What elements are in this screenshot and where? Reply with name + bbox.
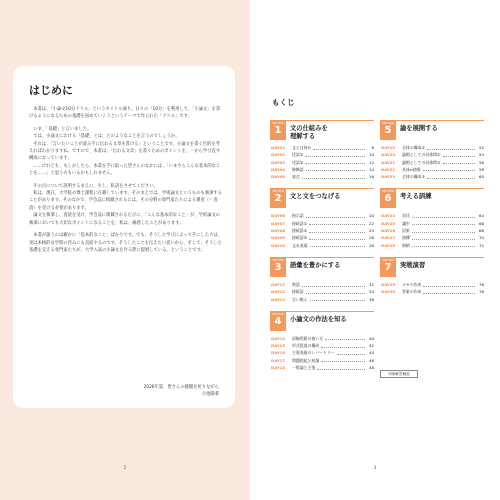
toc-row[interactable] bbox=[270, 173, 374, 180]
toc-row[interactable] bbox=[380, 166, 484, 173]
leader-dots bbox=[309, 239, 365, 240]
lesson-title: 修飾語 bbox=[292, 166, 304, 172]
section-number: 3 bbox=[274, 261, 282, 273]
toc-row[interactable] bbox=[270, 335, 374, 342]
leader-dots bbox=[412, 224, 475, 225]
section-number: 2 bbox=[274, 193, 282, 205]
page-number: 76 bbox=[479, 281, 484, 287]
intro-title: はじめに bbox=[29, 84, 73, 97]
day-label: DAY12 bbox=[271, 289, 286, 295]
leader-dots bbox=[306, 293, 365, 294]
page-number: 40 bbox=[369, 335, 374, 341]
toc-row[interactable] bbox=[380, 173, 484, 180]
page-number: 48 bbox=[369, 365, 374, 371]
toc-row[interactable] bbox=[270, 357, 374, 364]
day-label: DAY01 bbox=[271, 145, 286, 150]
section-title-line: 理解する bbox=[290, 132, 316, 140]
day-label: DAY13 bbox=[271, 296, 286, 302]
leader-dots bbox=[302, 286, 365, 287]
section-badge bbox=[380, 120, 396, 140]
section-header bbox=[270, 257, 374, 281]
toc-row[interactable] bbox=[380, 220, 484, 227]
section-title bbox=[400, 262, 425, 270]
toc-section bbox=[270, 311, 374, 371]
lesson-title: 熟語 bbox=[292, 281, 300, 287]
right-page bbox=[250, 0, 500, 500]
intro-paragraph: その点について説明するまえに、少し、私語をさせてください。 bbox=[33, 183, 158, 189]
day-label: DAY07 bbox=[271, 220, 286, 226]
page-number: 12 bbox=[369, 159, 374, 165]
page-number: 56 bbox=[479, 159, 484, 165]
right-page-number: 3 bbox=[373, 465, 377, 470]
leader-dots bbox=[321, 347, 365, 348]
day-label: DAY19 bbox=[381, 145, 396, 150]
lesson-title: 答案の作成 bbox=[402, 289, 422, 295]
page-number: 60 bbox=[479, 174, 484, 180]
day-label: DAY06 bbox=[271, 213, 286, 219]
lesson-title: 全体の構成② bbox=[402, 174, 425, 180]
day-label: DAY26 bbox=[381, 228, 396, 234]
leader-dots bbox=[325, 339, 365, 340]
leader-dots bbox=[423, 286, 475, 287]
page-number: 26 bbox=[369, 235, 374, 241]
section-number: 4 bbox=[274, 315, 282, 327]
leader-dots bbox=[443, 163, 475, 164]
section-title bbox=[290, 193, 340, 201]
section-header bbox=[380, 188, 484, 212]
toc-section bbox=[270, 257, 374, 303]
lesson-title: 対比 bbox=[402, 213, 410, 219]
toc-row[interactable] bbox=[270, 296, 374, 303]
page-number: 54 bbox=[479, 152, 484, 158]
day-label: DAY14 bbox=[271, 335, 286, 341]
toc-row[interactable] bbox=[380, 242, 484, 249]
page-number: 32 bbox=[369, 281, 374, 287]
leader-dots bbox=[412, 239, 475, 240]
section-header bbox=[270, 311, 374, 335]
toc-row[interactable] bbox=[270, 151, 374, 158]
section-badge-label: SECTION bbox=[272, 312, 284, 316]
toc-title: もくじ bbox=[272, 98, 295, 107]
page-number: 70 bbox=[479, 235, 484, 241]
toc-row[interactable] bbox=[270, 166, 374, 173]
section-header bbox=[270, 188, 374, 212]
intro-paragraph: それは、「言いたいことが読み手に伝わる文章を書ける」ということです。小論文を書く目的を考えればわかりますね。ですので、本書は、「伝わる文章」を書くためのポイントを、一から学び直す構成になっています。 bbox=[29, 141, 221, 162]
toc-row[interactable] bbox=[270, 281, 374, 288]
toc-row[interactable] bbox=[270, 227, 374, 234]
day-label: DAY28 bbox=[381, 242, 396, 248]
section-title-line: 小論文の作法を知る bbox=[290, 315, 347, 323]
page-number: 16 bbox=[369, 174, 374, 180]
toc-row[interactable] bbox=[270, 212, 374, 219]
lesson-title: 読点 bbox=[292, 174, 300, 180]
leader-dots bbox=[443, 156, 475, 157]
leader-dots bbox=[305, 156, 365, 157]
page-number: 28 bbox=[369, 242, 374, 248]
section-number: 6 bbox=[384, 193, 392, 205]
day-label: DAY03 bbox=[271, 159, 286, 165]
toc-row[interactable] bbox=[380, 144, 484, 151]
toc-row[interactable] bbox=[380, 151, 484, 158]
lesson-title: 接続語③ bbox=[292, 235, 308, 241]
leader-dots bbox=[427, 178, 475, 179]
lesson-title: 文とは何か bbox=[292, 145, 312, 150]
section-title-line: 語彙を豊かにする bbox=[290, 261, 341, 269]
intro-paragraph: では、小論文における「基礎」とは、どのようなことを言うのでしょうか。 bbox=[33, 134, 180, 140]
lesson-title: 接続語 bbox=[292, 289, 304, 295]
lesson-title: 演繹 bbox=[402, 235, 410, 241]
day-label: DAY25 bbox=[381, 220, 396, 226]
toc-row[interactable] bbox=[270, 342, 374, 349]
lesson-title: 述語② bbox=[292, 159, 304, 165]
page-number: 20 bbox=[369, 213, 374, 219]
intro-paragraph: 本書は、「小論文10分ドリル」というタイトル通り、日々の「10分」を利用して、「小論文」を書けるようになるための基礎を固めていこうというテーマで作られた「ドリル」です。 bbox=[29, 107, 221, 120]
leader-dots bbox=[412, 217, 475, 218]
lesson-title: 問題提起と結論 bbox=[292, 357, 320, 363]
lesson-title: 言い換え bbox=[292, 296, 308, 302]
lesson-title: 主張表現のレパートリー bbox=[292, 350, 335, 356]
leader-dots bbox=[310, 300, 365, 301]
section-header bbox=[270, 120, 374, 144]
intro-paragraph: 論文を執筆し、査読を受け、学会誌に掲載されるたびに、「こんな基本的なこと」が、学術論文の執筆においても大切なポイントになることを、私は、痛感したことがあります。 bbox=[29, 213, 221, 226]
section-title bbox=[290, 316, 347, 324]
lesson-title: 接続語① bbox=[292, 220, 308, 226]
signature-author: 小池陽菜 bbox=[201, 392, 219, 398]
lesson-title: 帰納 bbox=[402, 242, 410, 248]
day-label: DAY05 bbox=[271, 174, 286, 180]
page-number: 66 bbox=[479, 220, 484, 226]
answer-book-label: 別冊解答解説 bbox=[380, 370, 418, 378]
section-badge-label: SECTION bbox=[272, 190, 284, 194]
day-label: DAY24 bbox=[381, 213, 396, 219]
toc-row[interactable] bbox=[270, 242, 374, 249]
day-label: DAY08 bbox=[271, 228, 286, 234]
toc-row[interactable] bbox=[380, 159, 484, 166]
leader-dots bbox=[305, 163, 365, 164]
section-header bbox=[380, 120, 484, 144]
toc-section bbox=[380, 257, 484, 296]
section-badge bbox=[270, 120, 286, 140]
day-label: DAY11 bbox=[271, 281, 286, 287]
toc-row[interactable] bbox=[380, 234, 484, 241]
leader-dots bbox=[306, 217, 365, 218]
day-label: DAY18 bbox=[271, 365, 286, 371]
intro-body bbox=[29, 106, 223, 254]
toc-section bbox=[270, 120, 374, 180]
toc-section bbox=[380, 120, 484, 180]
section-badge-label: SECTION bbox=[382, 190, 394, 194]
toc-row[interactable] bbox=[380, 281, 484, 288]
day-label: DAY23 bbox=[381, 174, 396, 180]
toc-row[interactable] bbox=[380, 227, 484, 234]
section-title bbox=[400, 193, 431, 201]
intro-paragraph: ……けれども、もしかしたら、本書を手に取った皆さんのなかには、「いまさらこんな基本的なことを……」と思う方もいるかもしれません。 bbox=[29, 163, 221, 177]
page-number: 46 bbox=[369, 357, 374, 363]
day-label: DAY27 bbox=[381, 235, 396, 241]
intro-box bbox=[13, 66, 235, 408]
day-label: DAY22 bbox=[381, 166, 396, 172]
toc-row[interactable] bbox=[270, 349, 374, 356]
page-number: 78 bbox=[479, 289, 484, 295]
leader-dots bbox=[310, 246, 365, 247]
page-number: 72 bbox=[479, 242, 484, 248]
toc-row[interactable] bbox=[270, 144, 374, 151]
section-number: 7 bbox=[384, 261, 392, 273]
day-label: DAY16 bbox=[271, 350, 286, 356]
toc-row[interactable] bbox=[380, 288, 484, 295]
lesson-title: 論拠としての具体例② bbox=[402, 159, 441, 165]
section-title bbox=[290, 262, 340, 270]
toc-section bbox=[380, 188, 484, 248]
day-label: DAY30 bbox=[381, 289, 396, 295]
section-title-line: 考える訓練 bbox=[400, 193, 432, 201]
day-label: DAY29 bbox=[381, 281, 396, 287]
toc-row[interactable] bbox=[270, 220, 374, 227]
day-label: DAY21 bbox=[381, 159, 396, 165]
leader-dots bbox=[427, 149, 475, 150]
lesson-title: 全体の構成① bbox=[402, 145, 425, 150]
page-number: 24 bbox=[369, 228, 374, 234]
leader-dots bbox=[412, 246, 475, 247]
section-title-line: 論を展開する bbox=[400, 125, 438, 132]
day-label: DAY17 bbox=[271, 357, 286, 363]
day-label: DAY04 bbox=[271, 166, 286, 172]
intro-paragraph: 私は、現在、大学院の博士課程に在籍しています。そのまえでは、学術論文というものも執筆することがあります。そのなかで、学会誌に掲載されるには、その分野の専門家たちによる審査（＝査読）を受ける必要があります。 bbox=[29, 191, 223, 211]
lesson-title: 論拠としての具体例① bbox=[402, 152, 441, 158]
lesson-title: 接続語② bbox=[292, 228, 308, 234]
page-number: 44 bbox=[369, 350, 374, 356]
day-label: DAY09 bbox=[271, 235, 286, 241]
section-title bbox=[290, 125, 328, 140]
day-label: DAY02 bbox=[271, 152, 286, 158]
leader-dots bbox=[321, 361, 365, 362]
page-number: 64 bbox=[479, 213, 484, 219]
section-badge bbox=[380, 257, 396, 277]
lesson-title: 具体⇔抽象 bbox=[402, 166, 421, 172]
leader-dots bbox=[302, 178, 365, 179]
lesson-title: メモの作成 bbox=[402, 281, 422, 287]
lesson-title: 因果 bbox=[402, 228, 410, 234]
leader-dots bbox=[317, 369, 365, 370]
page-number: 42 bbox=[369, 343, 374, 349]
section-title-line: 文と文をつなげる bbox=[290, 193, 341, 201]
section-badge bbox=[270, 311, 286, 331]
page-number: 10 bbox=[369, 152, 374, 158]
section-badge-label: SECTION bbox=[382, 122, 394, 125]
page-number: 34 bbox=[369, 289, 374, 295]
leader-dots bbox=[337, 354, 365, 355]
lesson-title: 文末表現 bbox=[292, 242, 308, 248]
section-badge bbox=[380, 188, 396, 208]
leader-dots bbox=[412, 232, 475, 233]
page-number: 36 bbox=[369, 296, 374, 302]
lesson-title: 指示語 bbox=[292, 213, 304, 219]
page-number: 22 bbox=[369, 220, 374, 226]
day-label: DAY15 bbox=[271, 343, 286, 349]
leader-dots bbox=[423, 170, 475, 171]
toc-row[interactable] bbox=[270, 288, 374, 295]
lesson-title: 形式段落の構成 bbox=[292, 343, 320, 349]
toc-section bbox=[270, 188, 374, 248]
day-label: DAY20 bbox=[381, 152, 396, 158]
section-number: 1 bbox=[274, 125, 282, 136]
leader-dots bbox=[423, 293, 475, 294]
section-header bbox=[380, 257, 484, 281]
section-title bbox=[400, 125, 438, 133]
page-number: 68 bbox=[479, 228, 484, 234]
toc-row[interactable] bbox=[270, 234, 374, 241]
leader-dots bbox=[309, 232, 365, 233]
toc-row[interactable] bbox=[380, 212, 484, 219]
section-number: 5 bbox=[384, 125, 392, 136]
page-number: 52 bbox=[479, 145, 484, 150]
leader-dots bbox=[306, 170, 365, 171]
lesson-title: 述語① bbox=[292, 152, 304, 158]
lesson-title: 原稿用紙の使い方 bbox=[292, 335, 324, 341]
section-badge-label: SECTION bbox=[272, 122, 284, 125]
page-number: 8 bbox=[371, 145, 374, 150]
lesson-title: 一般論と主張 bbox=[292, 365, 316, 371]
intro-paragraph: いま、「基礎」と言いました。 bbox=[33, 126, 92, 132]
section-badge-label: SECTION bbox=[382, 258, 394, 262]
leader-dots bbox=[313, 149, 365, 150]
toc-row[interactable] bbox=[270, 364, 374, 371]
toc-row[interactable] bbox=[270, 159, 374, 166]
lesson-title: 譲歩 bbox=[402, 220, 410, 226]
section-badge-label: SECTION bbox=[272, 258, 284, 262]
page-number: 58 bbox=[479, 166, 484, 172]
intro-paragraph: 本書が扱うのは確かに「基本的なこと」ばかりです。でも、そうした学びによって手にした力は、実は本格的な学問の営みにも直結するのです。そうしたことを伝えたい思いから、そして、そうした基礎を支える専門家たちが、大学入試の小論文を作る際に提唱している、ということです。 bbox=[29, 233, 223, 253]
leader-dots bbox=[309, 224, 365, 225]
section-badge bbox=[270, 257, 286, 277]
signature-date: 2026年夏 皆さんの健闘を祈りながら bbox=[143, 385, 219, 390]
day-label: DAY10 bbox=[271, 242, 286, 248]
section-badge bbox=[270, 188, 286, 208]
section-title-line: 文の仕組みを bbox=[290, 125, 328, 132]
page-number: 14 bbox=[369, 166, 374, 172]
toc-column-right bbox=[380, 120, 484, 304]
toc-column-left bbox=[270, 120, 374, 379]
left-page-number: 2 bbox=[123, 465, 127, 470]
section-title-line: 実戦演習 bbox=[400, 261, 426, 269]
intro-signature bbox=[144, 384, 219, 398]
